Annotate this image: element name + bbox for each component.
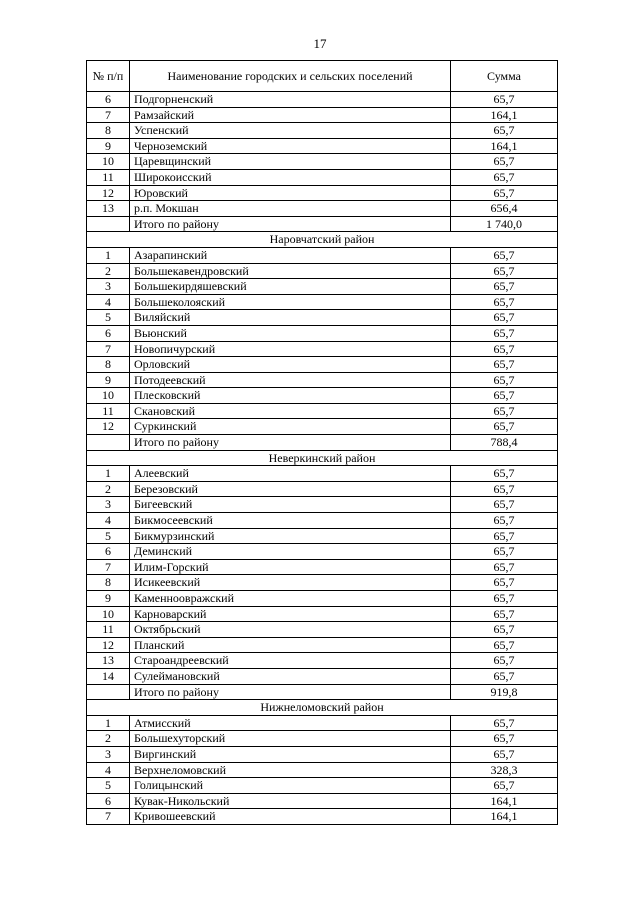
row-name: Итого по району (130, 435, 451, 451)
row-num: 6 (87, 544, 130, 560)
section-row (87, 700, 558, 716)
row-num: 10 (87, 154, 130, 170)
row-num: 4 (87, 762, 130, 778)
row-num: 9 (87, 138, 130, 154)
table-row (87, 92, 558, 108)
total-row (87, 216, 558, 232)
row-name: Скановский (130, 403, 451, 419)
row-sum: 65,7 (451, 279, 558, 295)
table-row (87, 606, 558, 622)
page-number: 17 (313, 36, 327, 51)
row-num: 12 (87, 637, 130, 653)
table-row (87, 668, 558, 684)
row-num: 1 (87, 247, 130, 263)
row-sum: 65,7 (451, 575, 558, 591)
row-sum: 788,4 (451, 435, 558, 451)
table-row (87, 247, 558, 263)
table-row (87, 731, 558, 747)
row-num: 11 (87, 622, 130, 638)
row-num: 4 (87, 294, 130, 310)
table-row (87, 746, 558, 762)
row-num: 2 (87, 263, 130, 279)
row-num (87, 684, 130, 700)
row-sum: 1 740,0 (451, 216, 558, 232)
table-row (87, 357, 558, 373)
table-row (87, 201, 558, 217)
row-name: Исикеевский (130, 575, 451, 591)
table-row (87, 575, 558, 591)
row-name: Планский (130, 637, 451, 653)
row-name: Илим-Горский (130, 559, 451, 575)
row-name: Виргинский (130, 746, 451, 762)
section-row (87, 450, 558, 466)
row-num: 12 (87, 419, 130, 435)
table-row (87, 138, 558, 154)
row-name: Атмисский (130, 715, 451, 731)
row-sum: 65,7 (451, 169, 558, 185)
settlements-sum-table (86, 60, 558, 825)
row-name: Черноземский (130, 138, 451, 154)
table-row (87, 294, 558, 310)
table-row (87, 263, 558, 279)
total-row (87, 684, 558, 700)
row-sum: 65,7 (451, 778, 558, 794)
row-name: Большекавендровский (130, 263, 451, 279)
table-row (87, 559, 558, 575)
row-num: 3 (87, 279, 130, 295)
row-name: Сулеймановский (130, 668, 451, 684)
row-sum: 164,1 (451, 809, 558, 825)
table-row (87, 715, 558, 731)
row-num: 1 (87, 715, 130, 731)
row-name: Кувак-Никольский (130, 793, 451, 809)
row-num: 13 (87, 653, 130, 669)
row-sum: 919,8 (451, 684, 558, 700)
table-row (87, 107, 558, 123)
table-row (87, 513, 558, 529)
row-num: 5 (87, 528, 130, 544)
row-name: Октябрьский (130, 622, 451, 638)
row-sum: 65,7 (451, 325, 558, 341)
row-num: 7 (87, 341, 130, 357)
row-name: Подгорненский (130, 92, 451, 108)
row-name: Большекирдяшевский (130, 279, 451, 295)
table-row (87, 372, 558, 388)
table-row (87, 591, 558, 607)
row-num: 11 (87, 169, 130, 185)
row-name: Верхнеломовский (130, 762, 451, 778)
table-header-row (87, 61, 558, 92)
row-num: 14 (87, 668, 130, 684)
row-num: 3 (87, 746, 130, 762)
row-name: Итого по району (130, 684, 451, 700)
row-name: Староандреевский (130, 653, 451, 669)
table-row (87, 185, 558, 201)
table-row (87, 123, 558, 139)
row-sum: 65,7 (451, 746, 558, 762)
row-sum: 65,7 (451, 668, 558, 684)
row-num: 8 (87, 575, 130, 591)
table-row (87, 497, 558, 513)
row-sum: 65,7 (451, 310, 558, 326)
row-name: Юровский (130, 185, 451, 201)
row-name: Успенский (130, 123, 451, 139)
table-row (87, 793, 558, 809)
row-name: Рамзайский (130, 107, 451, 123)
row-sum: 65,7 (451, 247, 558, 263)
row-name: Голицынский (130, 778, 451, 794)
table-row (87, 481, 558, 497)
row-num: 10 (87, 606, 130, 622)
table-row (87, 154, 558, 170)
table-row (87, 637, 558, 653)
row-name: Каменноовражский (130, 591, 451, 607)
table-row (87, 419, 558, 435)
table-row (87, 466, 558, 482)
header-name: Наименование городских и сельских поселений (130, 61, 451, 92)
row-name: Бикмосеевский (130, 513, 451, 529)
row-sum: 65,7 (451, 185, 558, 201)
section-title: Наровчатский район (87, 232, 558, 248)
row-num: 11 (87, 403, 130, 419)
row-num (87, 216, 130, 232)
header-sum: Сумма (451, 61, 558, 92)
row-num: 9 (87, 372, 130, 388)
row-sum: 65,7 (451, 513, 558, 529)
row-name: Потодеевский (130, 372, 451, 388)
row-name: Плесковский (130, 388, 451, 404)
table-row (87, 169, 558, 185)
table-row (87, 310, 558, 326)
row-sum: 65,7 (451, 497, 558, 513)
row-num: 7 (87, 107, 130, 123)
table-row (87, 341, 558, 357)
row-sum: 65,7 (451, 731, 558, 747)
row-sum: 164,1 (451, 793, 558, 809)
row-name: Бигеевский (130, 497, 451, 513)
table-row (87, 279, 558, 295)
section-title: Неверкинский район (87, 450, 558, 466)
row-sum: 65,7 (451, 606, 558, 622)
row-name: Большеколояский (130, 294, 451, 310)
row-sum: 65,7 (451, 263, 558, 279)
row-sum: 65,7 (451, 544, 558, 560)
row-name: Бикмурзинский (130, 528, 451, 544)
row-sum: 65,7 (451, 92, 558, 108)
row-name: Кривошеевский (130, 809, 451, 825)
row-sum: 65,7 (451, 653, 558, 669)
row-sum: 65,7 (451, 559, 558, 575)
row-name: Деминский (130, 544, 451, 560)
row-sum: 65,7 (451, 372, 558, 388)
row-name: Березовский (130, 481, 451, 497)
row-name: Виляйский (130, 310, 451, 326)
row-num: 6 (87, 793, 130, 809)
row-name: Итого по району (130, 216, 451, 232)
table-row (87, 528, 558, 544)
table-row (87, 762, 558, 778)
row-num (87, 435, 130, 451)
row-num: 7 (87, 809, 130, 825)
table-row (87, 622, 558, 638)
row-num: 8 (87, 357, 130, 373)
row-sum: 164,1 (451, 107, 558, 123)
row-name: Азарапинский (130, 247, 451, 263)
row-sum: 65,7 (451, 388, 558, 404)
row-sum: 65,7 (451, 419, 558, 435)
row-num: 9 (87, 591, 130, 607)
row-name: Орловский (130, 357, 451, 373)
row-name: Большехуторский (130, 731, 451, 747)
table-row (87, 403, 558, 419)
row-sum: 65,7 (451, 637, 558, 653)
row-num: 5 (87, 310, 130, 326)
row-num: 13 (87, 201, 130, 217)
total-row (87, 435, 558, 451)
row-num: 12 (87, 185, 130, 201)
row-num: 10 (87, 388, 130, 404)
row-sum: 65,7 (451, 528, 558, 544)
table-body (87, 92, 558, 825)
row-num: 2 (87, 731, 130, 747)
row-sum: 65,7 (451, 591, 558, 607)
row-num: 2 (87, 481, 130, 497)
row-sum: 65,7 (451, 341, 558, 357)
row-num: 1 (87, 466, 130, 482)
row-name: Карноварский (130, 606, 451, 622)
row-name: Суркинский (130, 419, 451, 435)
row-name: Широкоисский (130, 169, 451, 185)
row-name: Алеевский (130, 466, 451, 482)
row-sum: 65,7 (451, 123, 558, 139)
row-num: 5 (87, 778, 130, 794)
row-sum: 65,7 (451, 294, 558, 310)
row-num: 4 (87, 513, 130, 529)
table-row (87, 809, 558, 825)
row-name: Царевщинский (130, 154, 451, 170)
row-name: р.п. Мокшан (130, 201, 451, 217)
table-row (87, 653, 558, 669)
row-sum: 65,7 (451, 154, 558, 170)
table-row (87, 544, 558, 560)
row-num: 3 (87, 497, 130, 513)
row-num: 8 (87, 123, 130, 139)
row-num: 6 (87, 92, 130, 108)
row-sum: 65,7 (451, 715, 558, 731)
row-num: 6 (87, 325, 130, 341)
table-row (87, 325, 558, 341)
row-sum: 65,7 (451, 481, 558, 497)
section-row (87, 232, 558, 248)
row-sum: 328,3 (451, 762, 558, 778)
row-sum: 65,7 (451, 622, 558, 638)
header-num: № п/п (87, 61, 130, 92)
row-name: Вьюнский (130, 325, 451, 341)
row-sum: 164,1 (451, 138, 558, 154)
table-row (87, 778, 558, 794)
row-sum: 65,7 (451, 466, 558, 482)
table-row (87, 388, 558, 404)
row-sum: 65,7 (451, 357, 558, 373)
row-sum: 65,7 (451, 403, 558, 419)
row-sum: 656,4 (451, 201, 558, 217)
row-num: 7 (87, 559, 130, 575)
row-name: Новопичурский (130, 341, 451, 357)
section-title: Нижнеломовский район (87, 700, 558, 716)
